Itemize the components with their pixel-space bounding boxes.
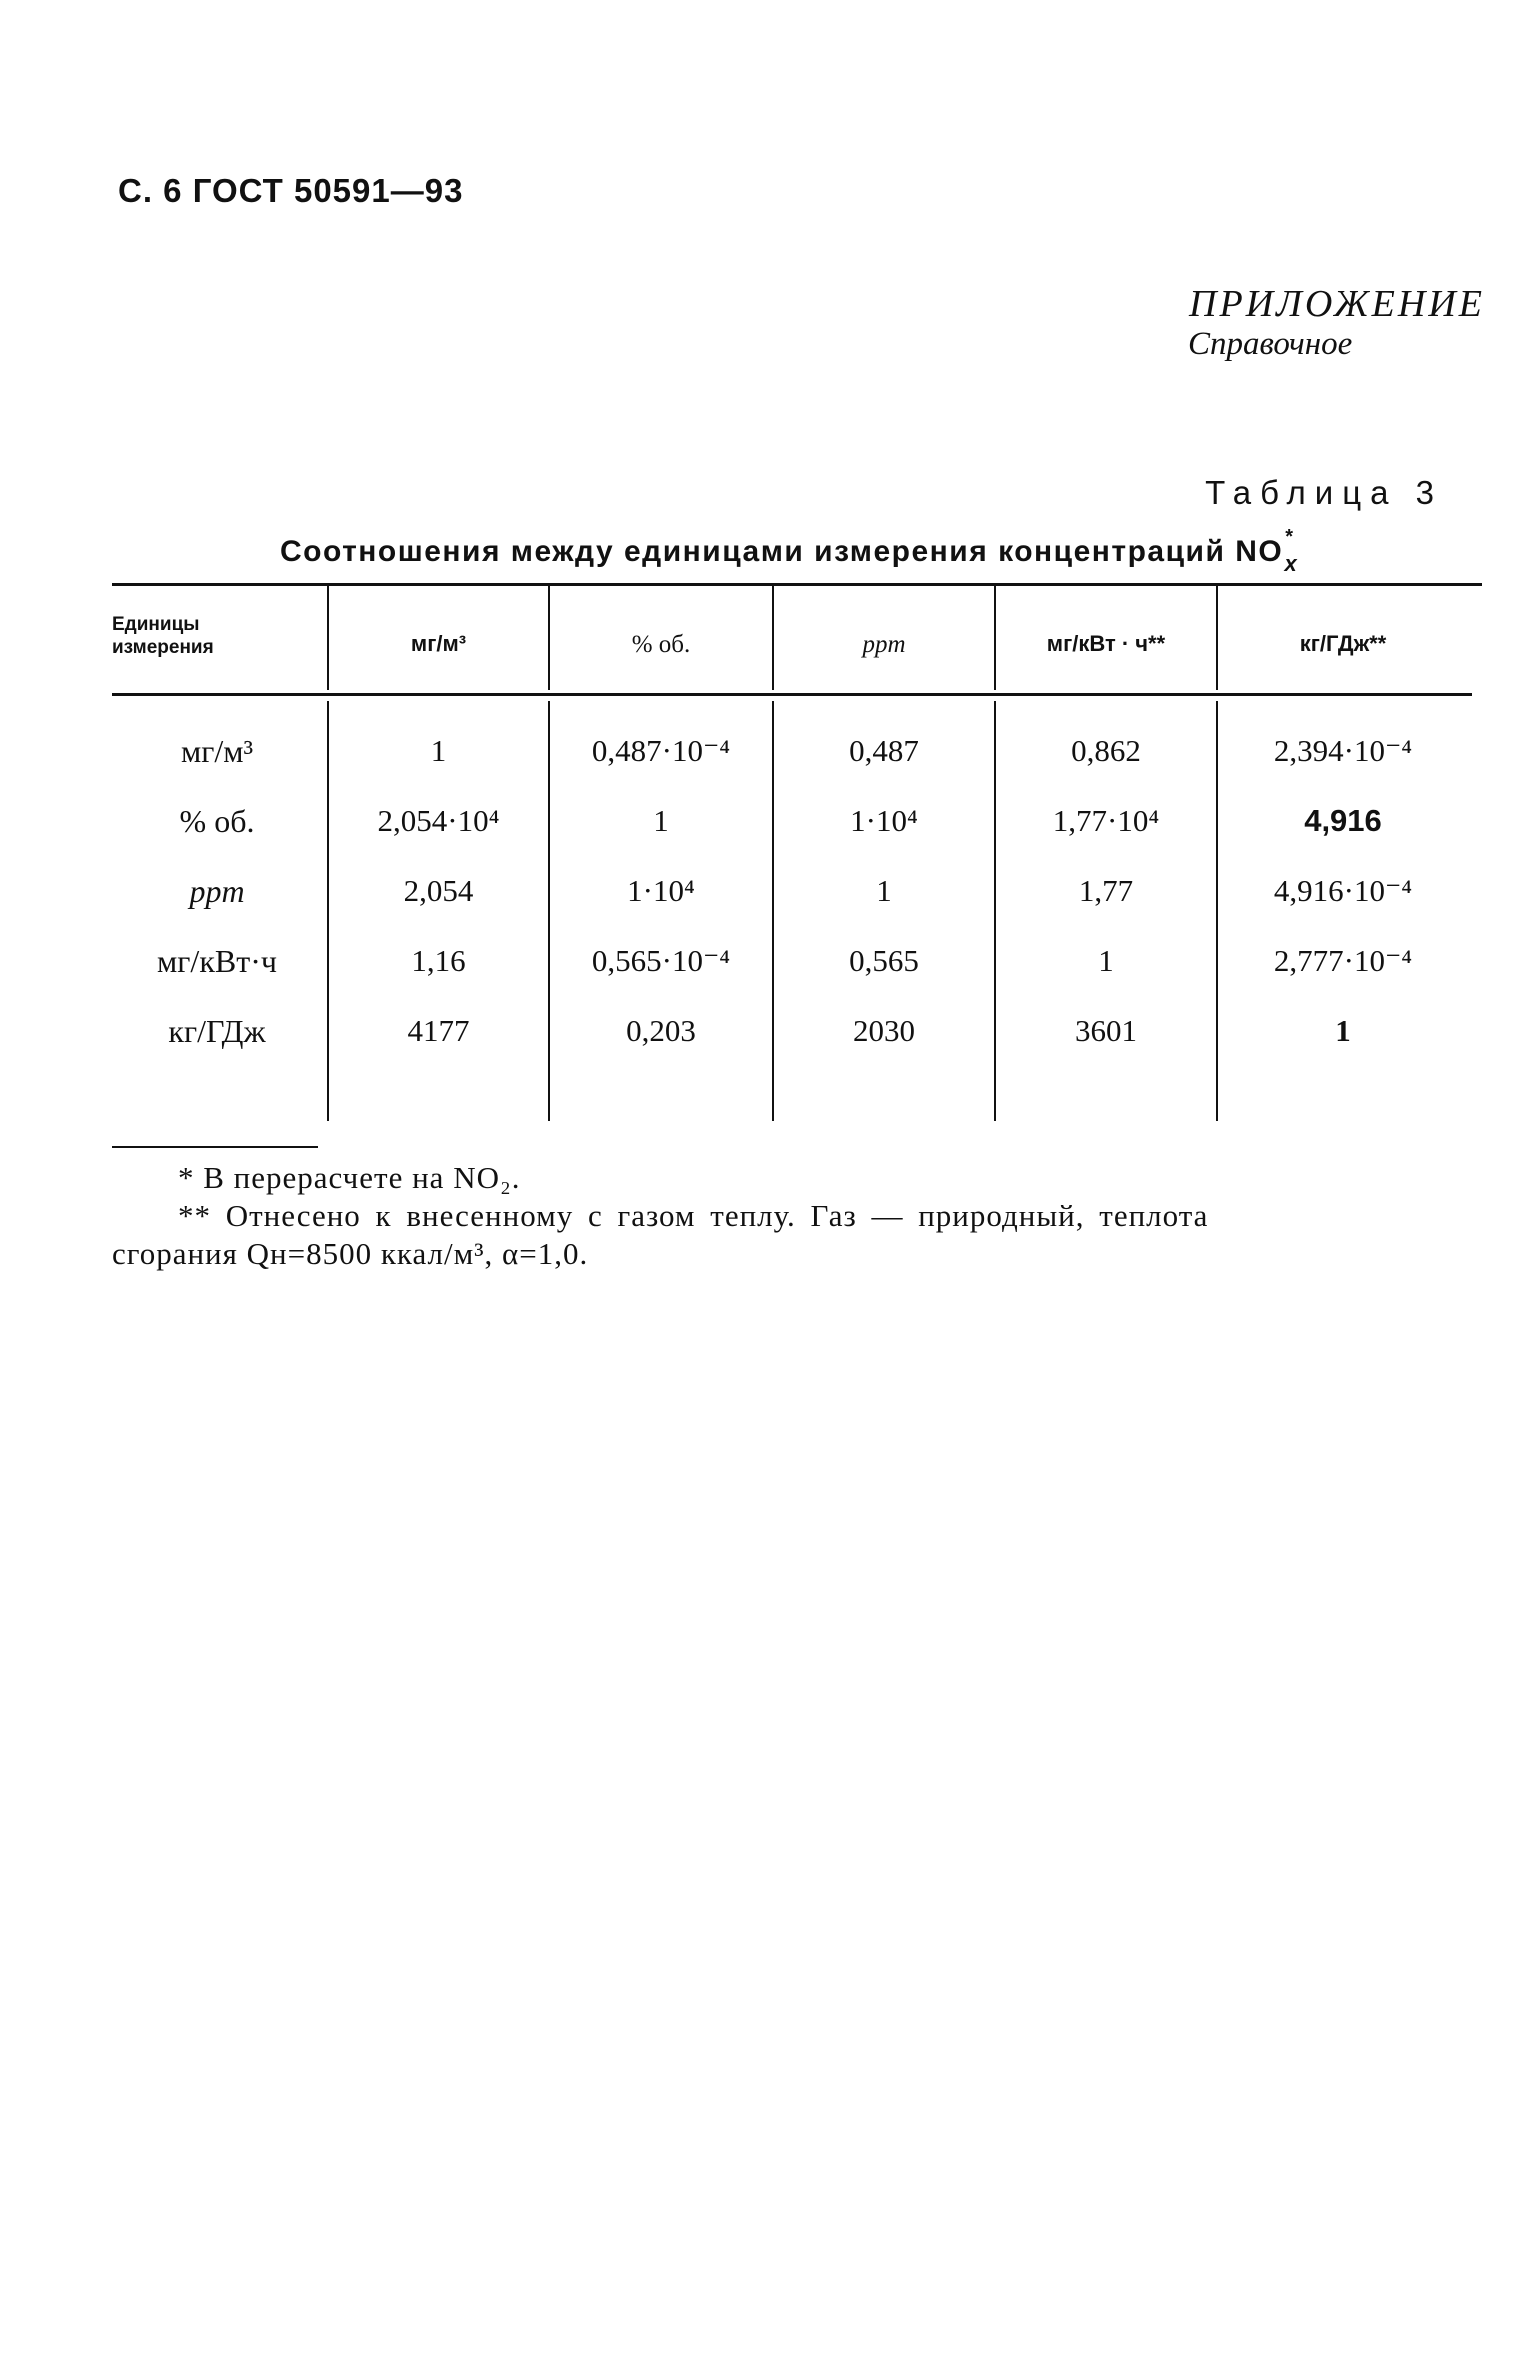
column-header: мг/кВт · ч**	[1046, 631, 1166, 656]
table-title-text: Соотношения между единицами измерения концентраций NO	[280, 535, 1284, 568]
row-label: ppm	[189, 873, 245, 909]
table-title-sup: *	[1285, 526, 1295, 548]
table-cell: 4,916	[1304, 803, 1382, 838]
footnote-2-line2: сгорания Qн=8500 ккал/м³, α=1,0.	[112, 1236, 589, 1271]
header-units-line1: Единицы	[112, 614, 200, 635]
column-header: мг/м³	[410, 631, 467, 656]
table-cell: 1	[653, 803, 669, 838]
table-cell: 1	[1098, 943, 1114, 978]
table-cell: 0,565	[849, 943, 919, 978]
column-header: ppm	[862, 631, 906, 658]
row-label: мг/м³	[180, 733, 254, 769]
appendix-title: ПРИЛОЖЕНИЕ	[1189, 283, 1485, 325]
table-cell: 0,565·10⁻⁴	[591, 943, 731, 978]
table-top-rule	[112, 583, 1482, 586]
footnote-1: * В перерасчете на NO₂.	[178, 1160, 521, 1195]
table-cell: 0,203	[626, 1013, 696, 1048]
table-cell: 0,862	[1071, 733, 1141, 768]
table-cell: 4177	[407, 1013, 470, 1048]
table-title-sub: x	[1284, 551, 1299, 576]
table-cell: 1·10⁴	[627, 873, 695, 908]
table-cell: 0,487	[849, 733, 919, 768]
table-cell: 3601	[1075, 1013, 1137, 1048]
table-cell: 2,054·10⁴	[377, 803, 500, 838]
page-header: С. 6 ГОСТ 50591—93	[118, 172, 464, 209]
footnote-rule	[112, 1146, 318, 1148]
table-label: Таблица 3	[1205, 474, 1443, 511]
table-cell: 2,777·10⁻⁴	[1273, 943, 1413, 978]
table-title	[280, 526, 1298, 577]
table-cell: 1,77	[1078, 873, 1134, 908]
conversion-table	[112, 583, 1482, 1123]
header-units	[112, 613, 322, 659]
column-header: кг/ГДж**	[1299, 631, 1387, 656]
appendix-subtitle: Справочное	[1188, 326, 1353, 362]
table-header-rule	[112, 693, 1472, 696]
table-cell: 1·10⁴	[850, 803, 918, 838]
table-cell: 1,77·10⁴	[1052, 803, 1160, 838]
row-label: % об.	[179, 803, 255, 839]
table-cell: 2,394·10⁻⁴	[1273, 733, 1413, 768]
column-header: % об.	[631, 631, 691, 658]
table-cell: 1,16	[411, 943, 466, 978]
footnote-2-line1: ** Отнесено к внесенному с газом теплу. Газ — природный, теплота	[178, 1198, 1209, 1233]
table-cell: 2,054	[403, 873, 474, 908]
table-cell: 1	[1335, 1013, 1351, 1048]
row-label: мг/кВт·ч	[157, 943, 277, 979]
row-label: кг/ГДж	[168, 1013, 266, 1049]
table-cell: 4,916·10⁻⁴	[1273, 873, 1413, 908]
table-cell: 0,487·10⁻⁴	[591, 733, 731, 768]
header-units-line2: измерения	[112, 637, 214, 658]
table-cell: 1	[430, 733, 447, 768]
table-cell: 2030	[853, 1013, 915, 1048]
table-cell: 1	[876, 873, 892, 908]
